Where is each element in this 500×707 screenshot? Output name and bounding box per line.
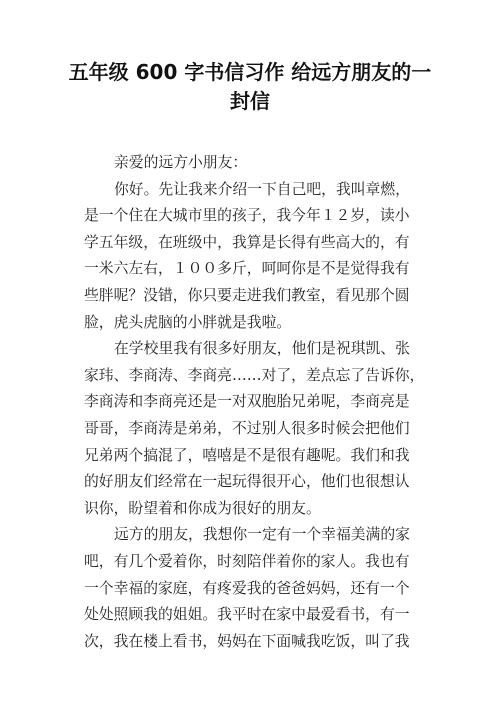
text-line: 一米六左右，１００多斤，呵呵你是不是觉得我有	[84, 260, 410, 278]
text-line: 次，我在楼上看书，妈妈在下面喊我吃饭，叫了我	[84, 632, 410, 650]
text-line: 吧，有几个爱着你，时刻陪伴着你的家人。我也有	[84, 552, 410, 570]
text-line: 亲爱的远方小朋友：	[114, 154, 248, 171]
letter-body	[84, 150, 428, 655]
text-line: 哥哥，李商涛是弟弟，不过别人很多时候会把他们	[84, 419, 410, 437]
text-line: 家玮、李商涛、李商亮……对了，差点忘了告诉你，	[84, 366, 425, 384]
document-title: 五年级 600 字书信习作 给远方朋友的一封信	[68, 60, 432, 113]
text-line: 远方的朋友，我想你一定有一个幸福美满的家	[114, 526, 410, 544]
text-line: 兄弟两个搞混了，嘻嘻是不是很有趣呢。我们和我	[84, 446, 410, 464]
text-line: 处处照顾我的姐姐。我平时在家中最爱看书，有一	[84, 606, 410, 624]
text-line: 的好朋友们经常在一起玩得很开心，他们也很想认	[84, 473, 410, 491]
text-line: 些胖呢？没错，你只要走进我们教室，看见那个圆	[84, 286, 410, 304]
text-line: 识你，盼望着和你成为很好的朋友。	[84, 499, 321, 517]
text-line: 学五年级，在班级中，我算是长得有些高大的，有	[84, 233, 410, 251]
text-line: 在学校里我有很多好朋友，他们是祝琪凯、张	[114, 340, 410, 358]
text-line: 你好。先让我来介绍一下自己吧，我叫章燃，	[114, 180, 410, 198]
text-line: 是一个住在大城市里的孩子，我今年１２岁，读小	[84, 207, 410, 225]
text-line: 脸，虎头虎脑的小胖就是我啦。	[84, 313, 292, 331]
text-line: 李商涛和李商亮还是一对双胞胎兄弟呢，李商亮是	[84, 393, 410, 411]
text-line: 一个幸福的家庭，有疼爱我的爸爸妈妈，还有一个	[84, 579, 410, 597]
